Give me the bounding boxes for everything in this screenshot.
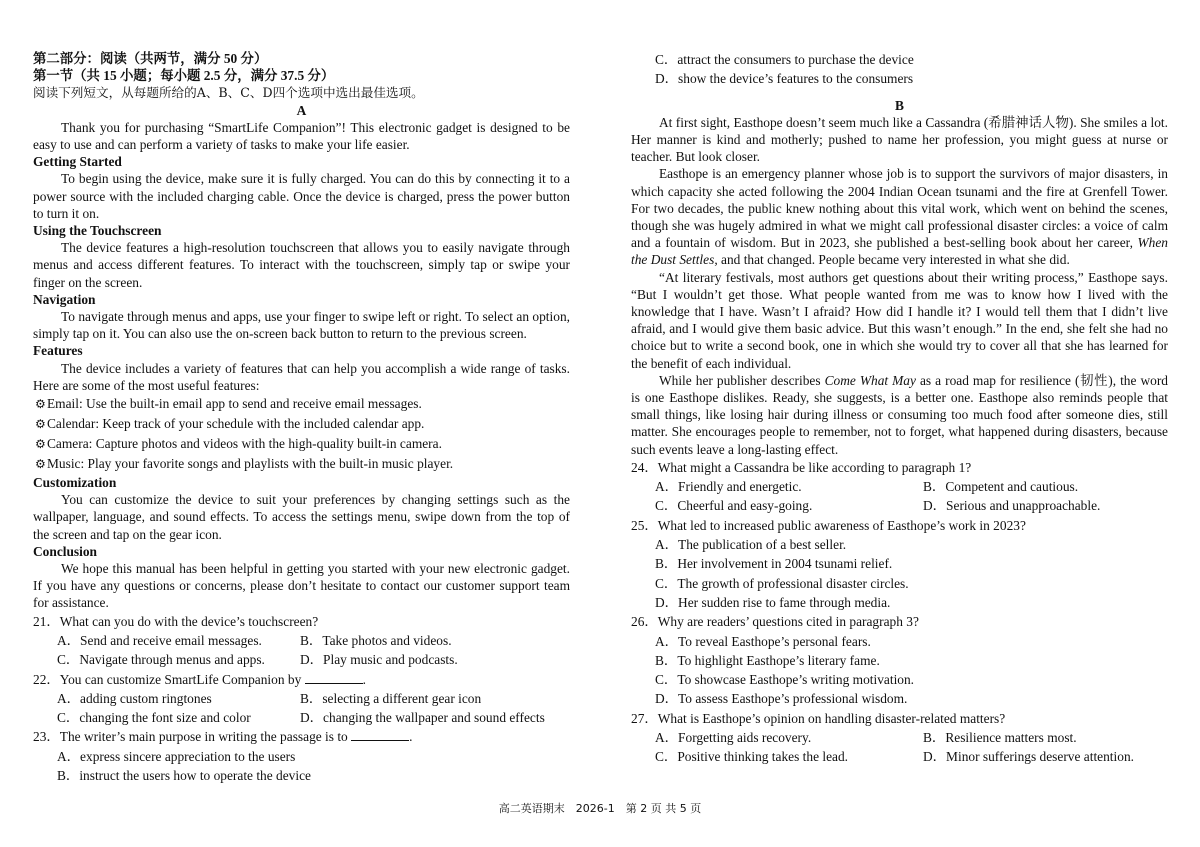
passage-a-label: A: [296, 102, 307, 118]
question-23: 23．The writer’s main purpose in writing the passage is to .: [33, 729, 413, 745]
gear-icon: ⚙: [35, 437, 46, 452]
section-heading-features: Features: [33, 343, 83, 359]
passage-b-paragraph-1: At first sight, Easthope doesn’t seem much like a Cassandra (希腊神话人物). She smiles a lot. Her manner is kind and motherly; pushed to name her profession, you might guess at nurse or teacher. But look closer.: [631, 114, 1168, 165]
option-c[interactable]: C．To showcase Easthope’s writing motivation.: [655, 672, 915, 688]
section-heading-getting-started: Getting Started: [33, 154, 122, 170]
section-text-navigation: To navigate through menus and apps, use your finger to swipe left or right. To select an option, simply tap on it. You can also use the on-screen back button to return to the previous screen.: [33, 309, 570, 342]
question-26: 26．Why are readers’ questions cited in paragraph 3?: [631, 614, 919, 630]
option-d[interactable]: D．To assess Easthope’s professional wisdom.: [655, 691, 908, 707]
option-b[interactable]: B．instruct the users how to operate the device: [57, 768, 311, 784]
book-title: When the Dust Settles: [631, 235, 1168, 268]
option-c[interactable]: C．Positive thinking takes the lead.: [655, 749, 849, 765]
left-column: [33, 50, 570, 785]
right-column: [631, 50, 1168, 767]
question-27: 27．What is Easthope’s opinion on handling disaster-related matters?: [631, 710, 1006, 726]
option-c[interactable]: C．The growth of professional disaster circles.: [655, 575, 909, 591]
option-b[interactable]: B．selecting a different gear icon: [300, 690, 482, 706]
passage-b-paragraph-4: While her publisher describes Come What May as a road map for resilience (韧性), the word is one Easthope dislikes. Ready, she suggests, is a better one. Easthope also reminds people that small things, like losing hair during illness or consuming too much food after someone dies, still matter. She encourages people to remember, not to forget, what happened during disasters, because such events leave a long-lasting effect.: [631, 372, 1168, 457]
option-d[interactable]: D．Play music and podcasts.: [300, 652, 458, 668]
option-d[interactable]: D．Minor sufferings deserve attention.: [923, 749, 1134, 765]
feature-item: ⚙Calendar: Keep track of your schedule with the included calendar app.: [33, 414, 570, 434]
question-21: 21．What can you do with the device’s touchscreen?: [33, 613, 319, 629]
section-text-touchscreen: The device features a high-resolution touchscreen that allows you to easily navigate through menus and access different features. To interact with the touchscreen, simply tap or swipe your finger on the screen.: [33, 240, 570, 290]
section-heading-customization: Customization: [33, 475, 117, 491]
option-b[interactable]: B．To highlight Easthope’s literary fame.: [655, 652, 880, 668]
question-22-options: [33, 689, 570, 728]
gear-icon: ⚙: [35, 457, 46, 472]
option-b[interactable]: B．Competent and cautious.: [923, 479, 1079, 495]
option-a[interactable]: A．Send and receive email messages.: [57, 632, 262, 648]
option-a[interactable]: A．express sincere appreciation to the users: [57, 748, 296, 764]
question-22: 22．You can customize SmartLife Companion by .: [33, 671, 366, 687]
option-b[interactable]: B．Take photos and videos.: [300, 632, 452, 648]
book-title: Come What May: [824, 372, 916, 388]
section-text-features: The device includes a variety of features that can help you accomplish a wide range of tasks. Here are some of the most useful features:: [33, 360, 570, 393]
answer-blank: [305, 671, 363, 684]
passage-b-paragraph-2: Easthope is an emergency planner whose job is to support the survivors of major disasters, in which capacity she acted following the 2004 Indian Ocean tsunami and the fire at Grenfell Tower. For two decades, the public knew nothing about this vital work, which went on behind the scenes, though she was hugely admired in what we might call professional disaster circles: a voice of calm and a fountain of wisdom. But in 2023, she published a best-selling book about her career, When the Dust Settles, and that changed. People became very interested in what she did.: [631, 166, 1168, 268]
option-d[interactable]: D．show the device’s features to the consumers: [655, 71, 914, 87]
gear-icon: ⚙: [35, 417, 46, 432]
question-24: 24．What might a Cassandra be like according to paragraph 1?: [631, 459, 972, 475]
passage-b-label: B: [895, 97, 904, 113]
feature-item: ⚙Email: Use the built-in email app to send and receive email messages.: [33, 394, 570, 414]
option-c[interactable]: C．Navigate through menus and apps.: [57, 652, 265, 668]
option-b[interactable]: B．Her involvement in 2004 tsunami relief.: [655, 556, 893, 572]
section-heading-conclusion: Conclusion: [33, 543, 97, 559]
question-24-options: [631, 477, 1168, 516]
section-text-customization: You can customize the device to suit your preferences by changing settings such as the wallpaper, language, and sound effects. To access the settings menu, swipe down from the top of the screen and tap on the gear icon.: [33, 492, 570, 542]
part-heading: 第二部分：阅读（共两节，满分 50 分）: [33, 51, 268, 66]
option-a[interactable]: A．adding custom ringtones: [57, 690, 212, 706]
instruction: 阅读下列短文，从每题所给的A、B、C、D四个选项中选出最佳选项。: [33, 85, 424, 101]
option-d[interactable]: D．Serious and unapproachable.: [923, 498, 1101, 514]
question-25: 25．What led to increased public awareness of Easthope’s work in 2023?: [631, 517, 1026, 533]
page-footer: 高二英语期末 2026-1 第 2 页 共 5 页: [498, 802, 702, 815]
feature-item: ⚙Music: Play your favorite songs and playlists with the built-in music player.: [33, 454, 570, 474]
section-heading-touchscreen: Using the Touchscreen: [33, 223, 162, 239]
passage-a-intro: Thank you for purchasing “SmartLife Companion”! This electronic gadget is designed to be easy to use and can perform a variety of tasks to make your life easier.: [33, 119, 570, 153]
option-c[interactable]: C．changing the font size and color: [57, 710, 251, 726]
option-c[interactable]: C．Cheerful and easy-going.: [655, 498, 813, 514]
section-text-conclusion: We hope this manual has been helpful in getting you started with your new electronic gadget. If you have any questions or concerns, please don’t hesitate to contact our customer support team for assistance.: [33, 561, 570, 611]
feature-item: ⚙Camera: Capture photos and videos with the high-quality built-in camera.: [33, 434, 570, 454]
section-heading: 第一节（共 15 小题；每小题 2.5 分，满分 37.5 分）: [33, 68, 335, 84]
option-a[interactable]: A．The publication of a best seller.: [655, 537, 847, 553]
option-a[interactable]: A．Friendly and energetic.: [655, 479, 802, 495]
question-21-options: [33, 631, 570, 670]
section-text-getting-started: To begin using the device, make sure it is fully charged. You can do this by connecting it to a power source with the included charging cable. Once the device is charged, press the power button to turn it on.: [33, 171, 570, 221]
option-a[interactable]: A．Forgetting aids recovery.: [655, 730, 812, 746]
answer-blank: [351, 728, 409, 741]
option-c[interactable]: C．attract the consumers to purchase the device: [655, 52, 914, 67]
option-d[interactable]: D．Her sudden rise to fame through media.: [655, 594, 891, 610]
option-a[interactable]: A．To reveal Easthope’s personal fears.: [655, 633, 871, 649]
passage-b-paragraph-3: “At literary festivals, most authors get questions about their writing process,” Easthope says. “But I wouldn’t get those. What people wanted from me was to know how I lived with the knowledge that I have. Wasn’t I afraid? How did I handle it? I would tell them that I didn’t live afraid, and I would give them basic advice. But this wasn’t enough.” In the end, she felt she had no choice but to write a second book, one in which she would try to cover all that she has learned for the benefit of each individual.: [631, 269, 1168, 371]
gear-icon: ⚙: [35, 397, 46, 412]
option-d[interactable]: D．changing the wallpaper and sound effects: [300, 710, 545, 726]
section-heading-navigation: Navigation: [33, 291, 96, 307]
question-27-options: [631, 728, 1168, 767]
option-b[interactable]: B．Resilience matters most.: [923, 730, 1077, 746]
